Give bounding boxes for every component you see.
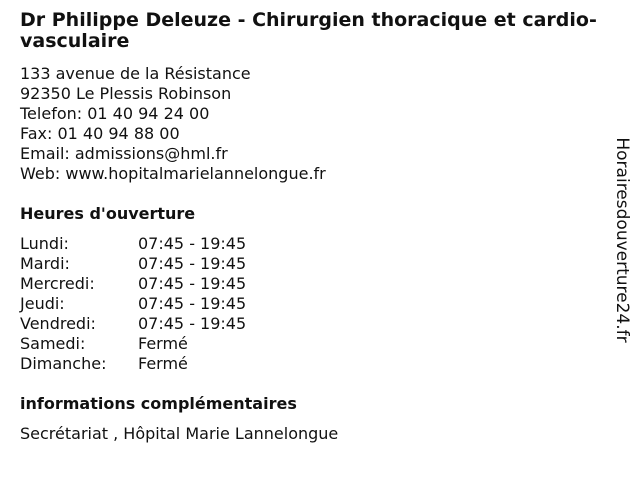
contact-details xyxy=(20,64,326,184)
day-label: Mardi: xyxy=(20,254,70,273)
day-label: Lundi: xyxy=(20,234,69,253)
day-label: Vendredi: xyxy=(20,314,96,333)
day-hours: Fermé xyxy=(138,354,188,373)
day-hours: 07:45 - 19:45 xyxy=(138,314,247,333)
address-street: 133 avenue de la Résistance xyxy=(20,64,251,83)
opening-hours-heading: Heures d'ouverture xyxy=(20,204,196,223)
page-title: Dr Philippe Deleuze - Chirurgien thoracique et cardio-vasculaire xyxy=(20,9,597,52)
day-label: Samedi: xyxy=(20,334,86,353)
email-address: Email: admissions@hml.fr xyxy=(20,144,228,163)
fax-number: Fax: 01 40 94 88 00 xyxy=(20,124,180,143)
additional-info-heading: informations complémentaires xyxy=(20,394,297,413)
phone-number: Telefon: 01 40 94 24 00 xyxy=(20,104,210,123)
day-hours: 07:45 - 19:45 xyxy=(138,274,247,293)
address-city: 92350 Le Plessis Robinson xyxy=(20,84,232,103)
day-label: Dimanche: xyxy=(20,354,107,373)
day-label: Mercredi: xyxy=(20,274,95,293)
additional-info-text: Secrétariat , Hôpital Marie Lannelongue xyxy=(20,424,339,443)
site-watermark: Horairesdouverture24.fr xyxy=(612,137,632,343)
website: Web: www.hopitalmarielannelongue.fr xyxy=(20,164,326,183)
day-hours: 07:45 - 19:45 xyxy=(138,234,247,253)
day-hours: Fermé xyxy=(138,334,188,353)
day-label: Jeudi: xyxy=(20,294,65,313)
day-hours: 07:45 - 19:45 xyxy=(138,294,247,313)
day-hours: 07:45 - 19:45 xyxy=(138,254,247,273)
